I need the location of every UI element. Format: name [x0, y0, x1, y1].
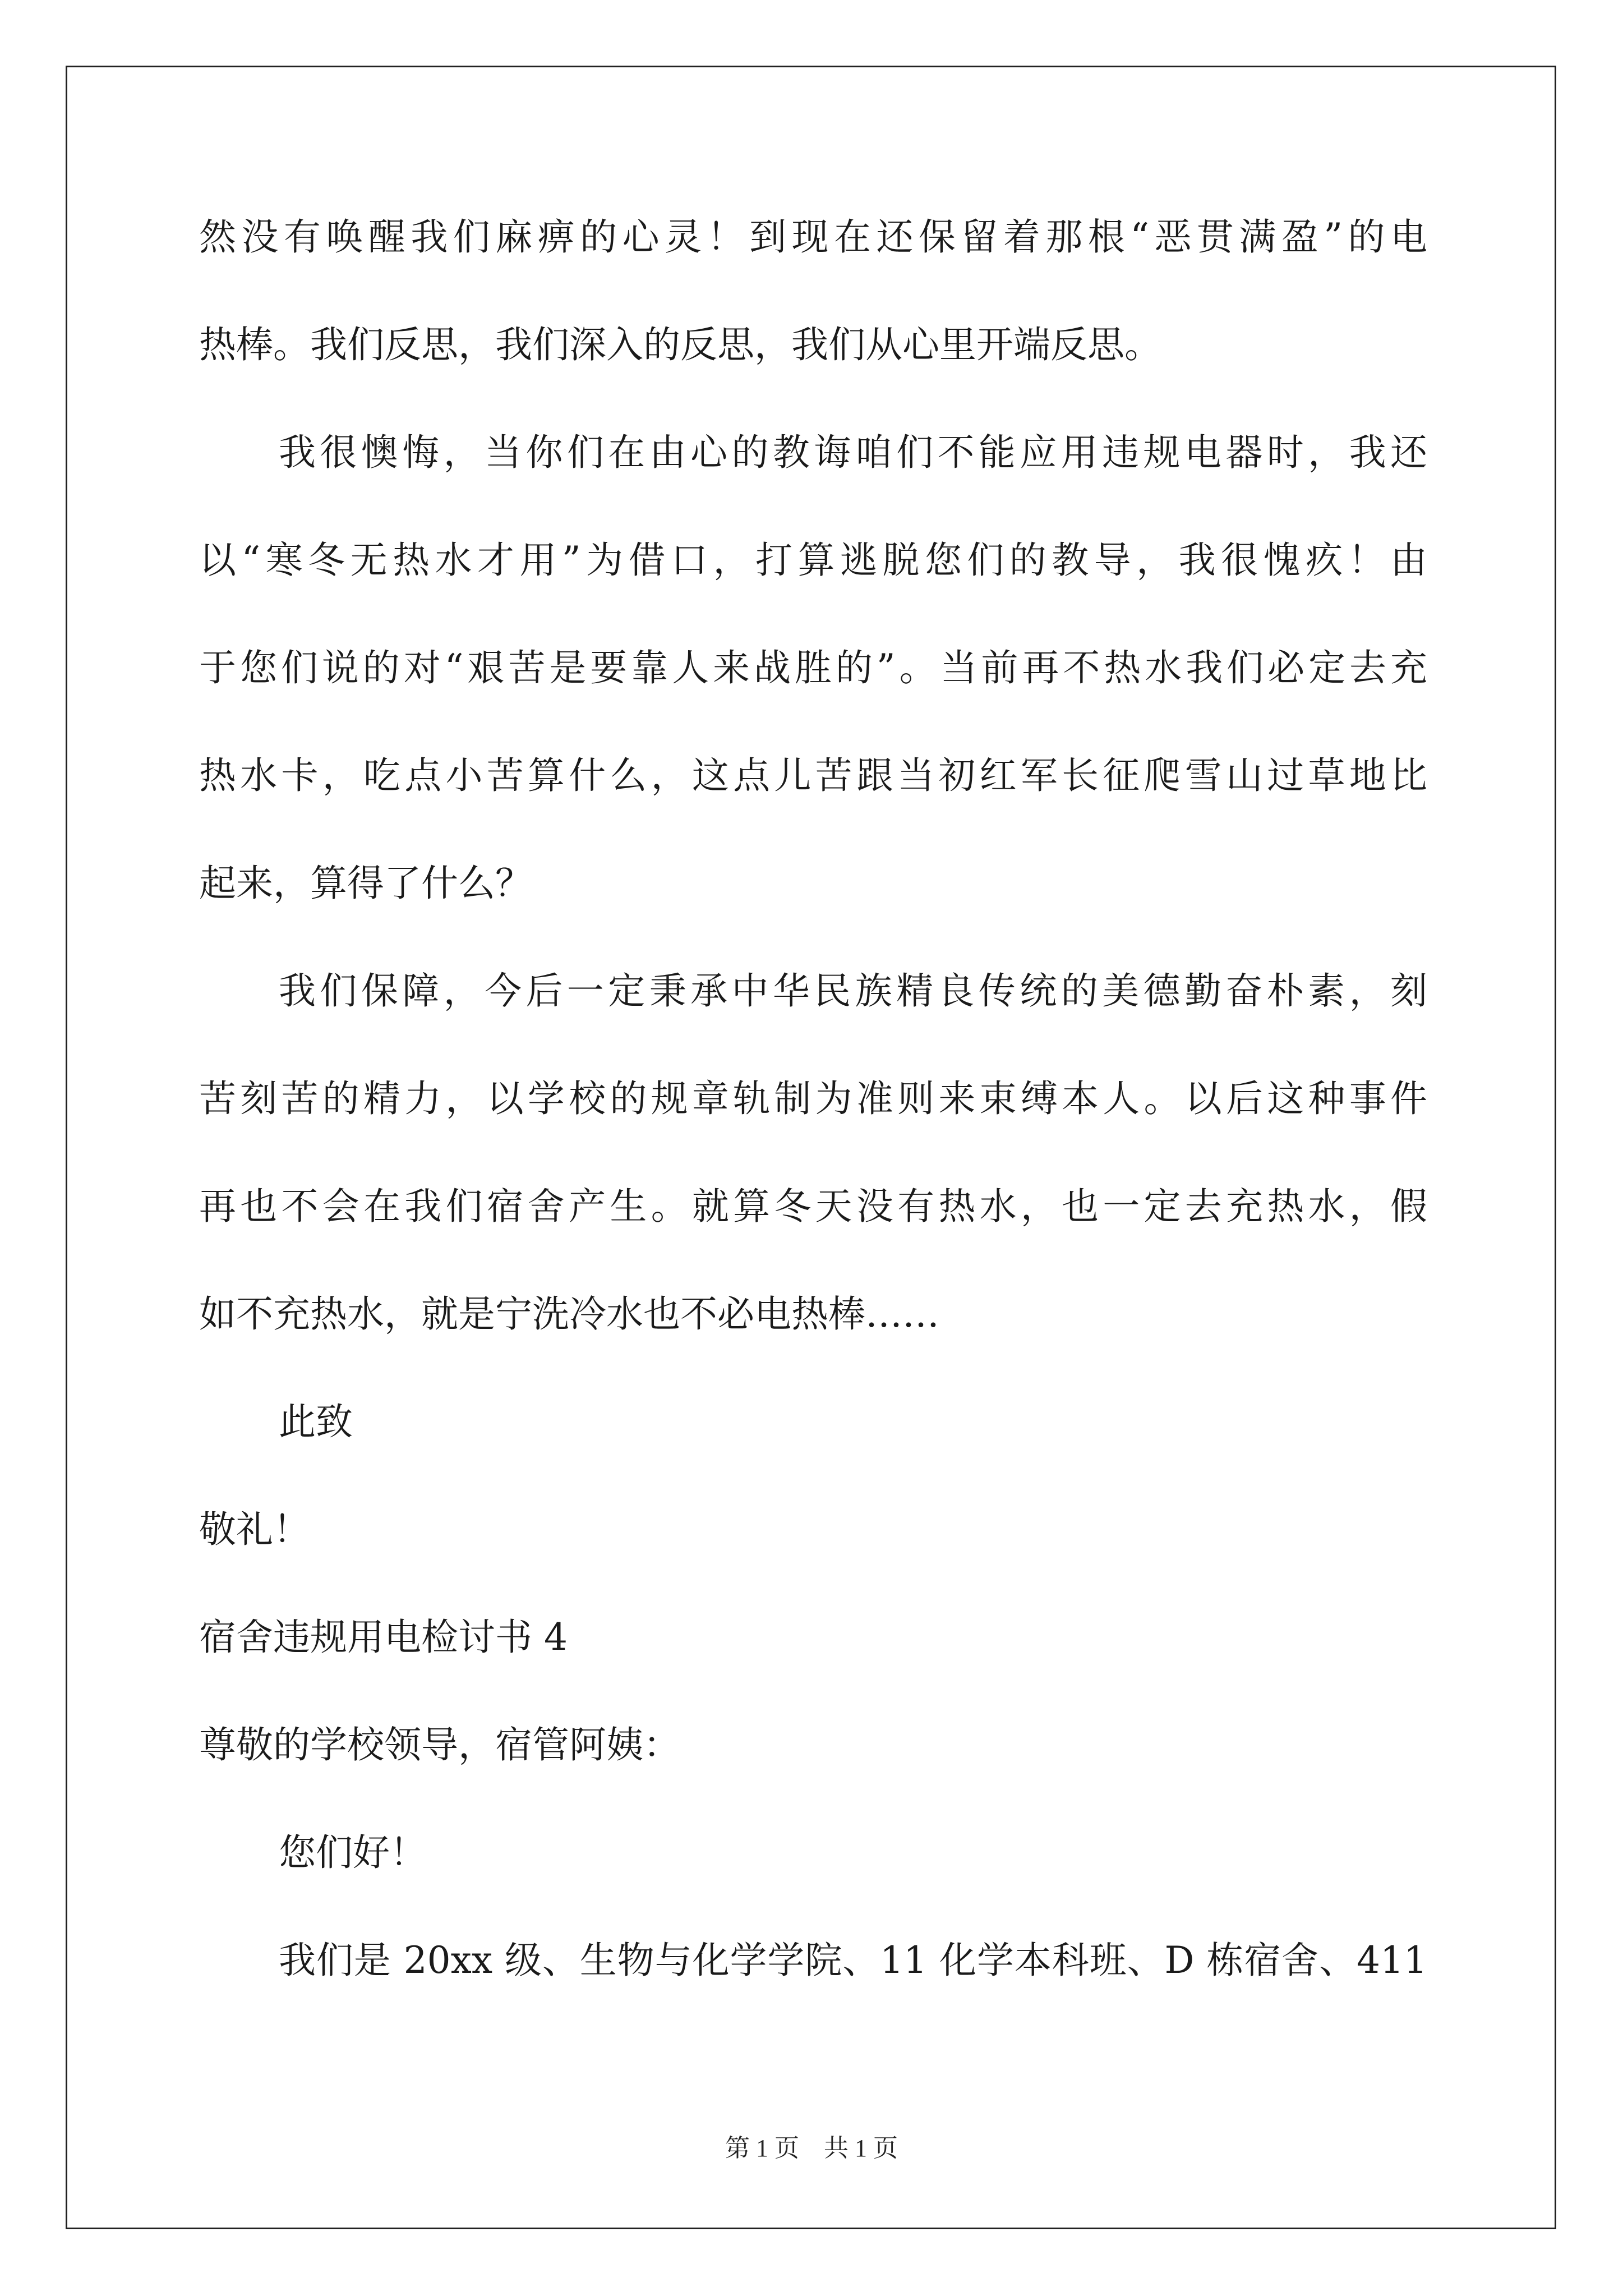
section-title: 宿舍违规用电检讨书 4	[199, 1616, 568, 1659]
closing-regards: 敬礼！	[199, 1508, 310, 1551]
text-line: 于您们说的对“艰苦是要靠人来战胜的”。当前再不热水我们必定去充	[199, 646, 1427, 689]
paragraph-start-line: 我们是 20xx 级、生物与化学学院、11 化学本科班、D 栋宿舍、411	[279, 1939, 1427, 1982]
greeting-line: 您们好！	[279, 1831, 427, 1874]
document-body	[199, 210, 1427, 2041]
text-line: 苦刻苦的精力，以学校的规章轨制为准则来束缚本人。以后这种事件	[199, 1077, 1427, 1120]
paragraph-start-line: 我们保障，今后一定秉承中华民族精良传统的美德勤奋朴素，刻	[279, 969, 1427, 1013]
text-line: 再也不会在我们宿舍产生。就算冬天没有热水，也一定去充热水，假	[199, 1185, 1427, 1228]
page-number-footer: 第 1 页 共 1 页	[725, 2134, 898, 2162]
text-line: 如不充热水，就是宁洗冷水也不必电热棒……	[199, 1292, 939, 1336]
text-line: 热棒。我们反思，我们深入的反思，我们从心里开端反思。	[199, 323, 1161, 366]
text-line: 热水卡，吃点小苦算什么，这点儿苦跟当初红军长征爬雪山过草地比	[199, 754, 1427, 797]
closing-salutation: 此致	[279, 1400, 353, 1443]
paragraph-start-line: 我很懊悔，当你们在由心的教诲咱们不能应用违规电器时，我还	[279, 431, 1427, 474]
text-line: 然没有唤醒我们麻痹的心灵！到现在还保留着那根“恶贯满盈”的电	[199, 215, 1427, 259]
text-line: 起来，算得了什么？	[199, 862, 532, 905]
greeting-recipient: 尊敬的学校领导，宿管阿姨：	[199, 1723, 680, 1766]
text-line: 以“寒冬无热水才用”为借口，打算逃脱您们的教导，我很愧疚！由	[199, 539, 1427, 582]
